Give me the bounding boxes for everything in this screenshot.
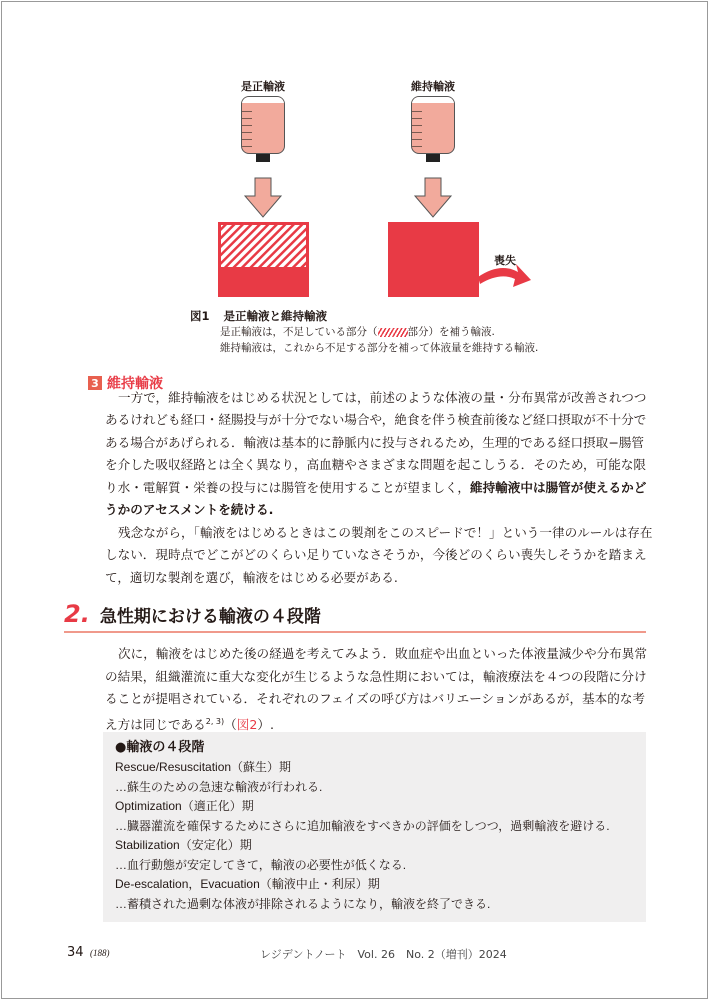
- label-maintenance: 維持輸液: [411, 80, 455, 93]
- loss-label: 喪失: [494, 254, 516, 267]
- figure-caption-title: [190, 308, 327, 324]
- figure-caption-line1: 是正輸液は，不足している部分（ 部分）を補う輸液.: [220, 326, 495, 338]
- phase-name: De-escalation，Evacuation（輸液中止・利尿）期: [115, 877, 380, 891]
- figure-caption-line2: 維持輸液は，これから不足する部分を補って体液量を維持する輸液.: [220, 342, 539, 354]
- iv-bag-left-icon: [241, 96, 285, 162]
- down-arrow-right-icon: [413, 177, 453, 219]
- figure-2-link[interactable]: 図2: [236, 717, 258, 733]
- figure-title: 是正輸液と維持輸液: [223, 309, 328, 323]
- heading-underline: [64, 631, 646, 633]
- phase-name: Optimization（適正化）期: [115, 799, 254, 813]
- figure-number: 図1: [190, 309, 210, 323]
- phase-name: Stabilization（安定化）期: [115, 838, 252, 852]
- reference-superscript: 2, 3): [205, 717, 225, 726]
- emphasis-text: 維持輸液中は腸管が使えるかど: [469, 480, 647, 495]
- original-page-number: (188): [90, 948, 110, 958]
- phase-name: Rescue/Resuscitation（蘇生）期: [115, 760, 292, 774]
- section-title: 維持輸液: [107, 376, 163, 392]
- journal-footer: レジデントノート Vol. 26 No. 2（増刊）2024: [260, 948, 507, 961]
- section-number-badge: 3: [88, 376, 102, 390]
- iv-bag-right-icon: [411, 96, 455, 162]
- chapter-number: 2.: [64, 600, 90, 628]
- chapter-title: 急性期における輸液の４段階: [99, 607, 321, 627]
- phase-description: …臓器灌流を確保するためにさらに追加輸液をすべきかの評価をしつつ，過剰輸液を避ける.: [115, 818, 610, 833]
- phase-description: …蓄積された過剰な体液が排除されるようになり，輸液を終了できる.: [115, 896, 491, 911]
- page-number: 34: [67, 945, 84, 960]
- corrective-volume-box: [218, 222, 309, 297]
- phase-description: …蘇生のための急速な輸液が行われる.: [115, 779, 323, 794]
- phase-description: …血行動態が安定してきて，輸液の必要性が低くなる.: [115, 857, 407, 872]
- box-title: ●輸液の４段階: [115, 740, 205, 755]
- emphasis-text: うかのアセスメントを続ける.: [105, 502, 274, 517]
- hatch-swatch-icon: [378, 328, 408, 337]
- four-phases-box: [103, 732, 646, 922]
- section-2-heading: [64, 600, 321, 628]
- down-arrow-left-icon: [243, 177, 283, 219]
- label-corrective: 是正輸液: [241, 80, 285, 93]
